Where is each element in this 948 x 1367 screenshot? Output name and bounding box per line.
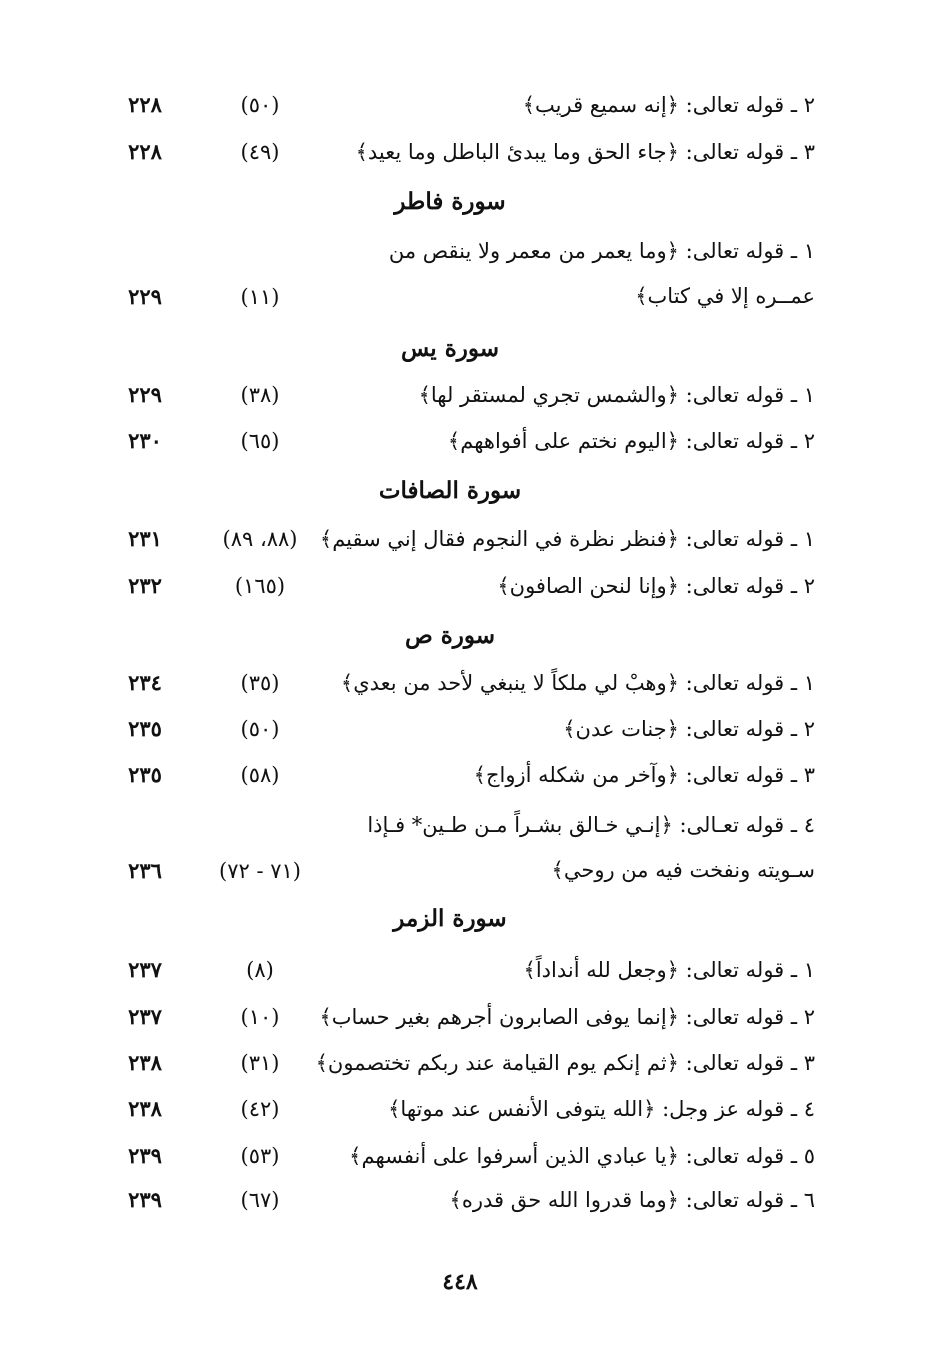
surah-heading: سورة الصافات: [378, 477, 522, 504]
index-entry: [110, 755, 815, 795]
index-entry: [110, 132, 815, 172]
verse-number: (١١): [240, 285, 280, 309]
entry-text: ٦ ـ قوله تعالى: ﴿وما قدروا الله حق قدره﴾: [449, 1188, 815, 1212]
entry-text: ٣ ـ قوله تعالى: ﴿جاء الحق وما يبدئ الباطل وما يعيد﴾: [355, 140, 815, 164]
entry-text: ٢ ـ قوله تعالى: ﴿إنما يوفى الصابرون أجرهم بغير حساب﴾: [319, 1005, 815, 1029]
verse-number: (٣١): [240, 1051, 280, 1075]
verse-number: (٤٢): [240, 1097, 280, 1121]
page-reference: ٢٣٥: [128, 716, 162, 741]
entry-text: ١ ـ قوله تعالى: ﴿وهبْ لي ملكاً لا ينبغي لأحد من بعدي﴾: [340, 671, 815, 695]
entry-text: ١ ـ قوله تعالى: ﴿والشمس تجري لمستقر لها﴾: [418, 383, 815, 407]
page-reference: ٢٢٩: [128, 284, 162, 309]
page-reference: ٢٣٧: [128, 1004, 162, 1029]
page-reference: ٢٢٨: [128, 92, 162, 117]
verse-number: (٧١ - ٧٢): [219, 859, 301, 883]
page-reference: ٢٣٥: [128, 762, 162, 787]
page-reference: ٢٣٩: [128, 1187, 162, 1212]
page-reference: ٢٣١: [128, 526, 162, 551]
index-entry: [110, 85, 815, 125]
page-reference: ٢٣٠: [128, 428, 162, 453]
verse-number: (٣٥): [240, 671, 280, 695]
verse-number: (٨): [246, 958, 274, 982]
verse-number: (١٠): [240, 1005, 280, 1029]
entry-text: ٢ ـ قوله تعالى: ﴿إنه سميع قريب﴾: [522, 93, 815, 117]
page-number: ٤٤٨: [442, 1269, 478, 1295]
surah-heading: سورة الزمر: [393, 905, 507, 932]
entry-text: ١ ـ قوله تعالى: ﴿وما يعمر من معمر ولا ينقص من عمــره إلا في كتاب﴾: [388, 239, 815, 308]
entry-text: ١ ـ قوله تعالى: ﴿فنظر نظرة في النجوم فقال إني سقيم﴾: [319, 527, 815, 551]
page-reference: ٢٢٩: [128, 382, 162, 407]
index-entry: [110, 519, 815, 559]
entry-text: ٤ ـ قوله عز وجل: ﴿الله يتوفى الأنفس عند موتها﴾: [388, 1097, 815, 1121]
surah-heading: سورة فاطر: [394, 188, 506, 215]
surah-heading: سورة ص: [404, 622, 496, 649]
page-reference: ٢٢٨: [128, 139, 162, 164]
index-entry: [110, 663, 815, 703]
verse-number: (٥٠): [240, 93, 280, 117]
page-reference: ٢٣٧: [128, 957, 162, 982]
index-entry: [110, 229, 815, 319]
page-reference: ٢٣٨: [128, 1050, 162, 1075]
page-reference: ٢٣٢: [128, 573, 162, 598]
verse-number: (٤٩): [240, 140, 280, 164]
entry-text: ٢ ـ قوله تعالى: ﴿اليوم نختم على أفواههم﴾: [447, 429, 815, 453]
page-reference: ٢٣٩: [128, 1143, 162, 1168]
entry-text: ٣ ـ قوله تعالى: ﴿وآخر من شكله أزواج﴾: [473, 763, 815, 787]
verse-number: (٦٥): [240, 429, 280, 453]
index-entry: [110, 1043, 815, 1083]
verse-number: (٥٠): [240, 717, 280, 741]
index-entry: [110, 375, 815, 415]
entry-text: ٤ ـ قوله تعـالى: ﴿إنـي خـالق بشـراً مـن طـين* فـإذا سـويته ونفخت فيه من روحي﴾: [367, 813, 815, 882]
index-entry: [110, 566, 815, 606]
surah-heading: سورة يس: [400, 335, 500, 362]
page-reference: ٢٣٤: [128, 670, 162, 695]
verse-number: (١٦٥): [234, 574, 286, 598]
entry-text: ١ ـ قوله تعالى: ﴿وجعل لله أنداداً﴾: [523, 958, 815, 982]
page-reference: ٢٣٨: [128, 1096, 162, 1121]
index-entry: [110, 1180, 815, 1220]
index-entry: [110, 950, 815, 990]
entry-text: ٣ ـ قوله تعالى: ﴿ثم إنكم يوم القيامة عند ربكم تختصمون﴾: [315, 1051, 815, 1075]
index-entry: [110, 803, 815, 893]
index-entry: [110, 421, 815, 461]
index-entry: [110, 1089, 815, 1129]
verse-number: (٣٨): [240, 383, 280, 407]
verse-number: (٨٨، ٨٩): [222, 527, 298, 551]
index-entry: [110, 1136, 815, 1176]
entry-text: ٢ ـ قوله تعالى: ﴿جنات عدن﴾: [563, 717, 815, 741]
index-entry: [110, 709, 815, 749]
verse-number: (٦٧): [240, 1188, 280, 1212]
verse-number: (٥٣): [240, 1144, 280, 1168]
verse-number: (٥٨): [240, 763, 280, 787]
entry-text: ٥ ـ قوله تعالى: ﴿يا عبادي الذين أسرفوا على أنفسهم﴾: [349, 1144, 815, 1168]
page-reference: ٢٣٦: [128, 858, 162, 883]
index-entry: [110, 997, 815, 1037]
entry-text: ٢ ـ قوله تعالى: ﴿وإنا لنحن الصافون﴾: [497, 574, 815, 598]
